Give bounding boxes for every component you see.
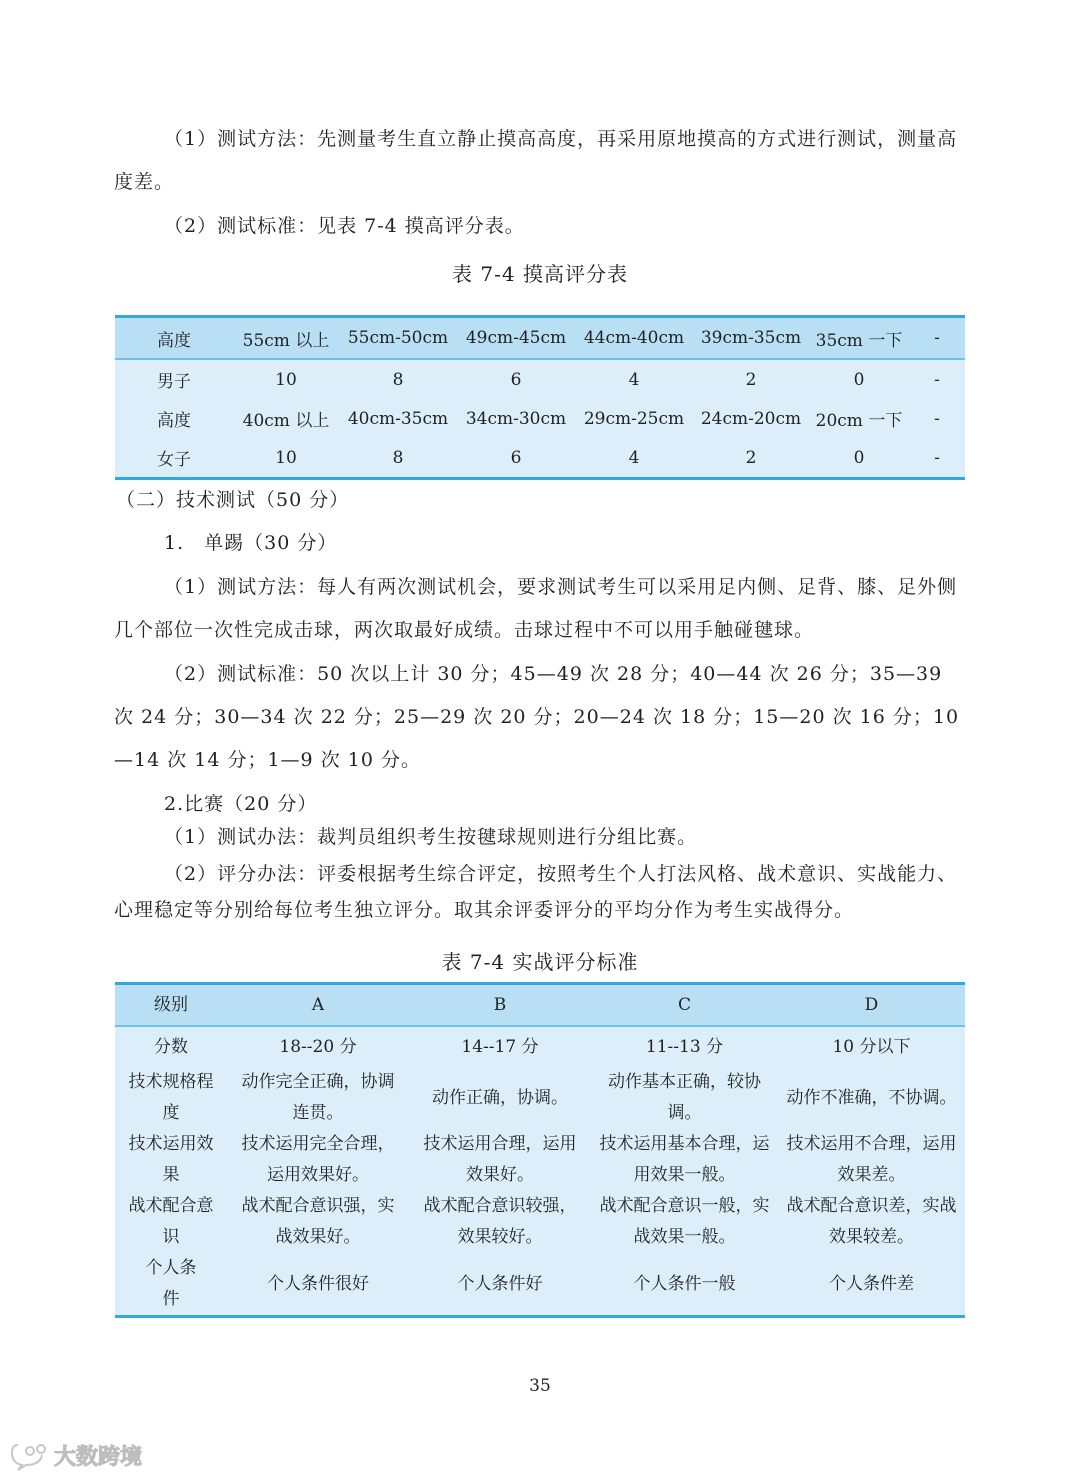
table-cell: 10 xyxy=(275,369,297,390)
table-cell: 个人条件一般 xyxy=(633,1273,736,1294)
paragraph-single-kick-standard: （2）测试标准：50 次以上计 30 分；45—49 次 28 分；40—44 次 26 分；35—39 次 24 分；30—34 次 22 分；25—29 次 20 分；20—24 次 18 分；15—20 次 16 分；10—14 次 14 分；1—9 次 10 分。 xyxy=(114,663,960,771)
table-row xyxy=(115,1191,965,1253)
table-cell: 技术运用效果 xyxy=(128,1134,214,1185)
table-cell: 战术配合意识差，实战效果较差。 xyxy=(786,1196,957,1247)
table-row xyxy=(115,438,965,479)
table-cell: - xyxy=(934,369,940,390)
table-cell: 动作完全正确，协调连贯。 xyxy=(241,1072,395,1123)
paragraph-test-method: （1）测试方法：先测量考生直立静止摸高高度，再采用原地摸高的方式进行测试，测量高度差。 xyxy=(114,128,958,193)
table-header-cell: C xyxy=(591,984,778,1027)
watermark-logo-icon xyxy=(10,1441,50,1471)
table-cell: 0 xyxy=(853,447,865,468)
table-cell: - xyxy=(909,317,965,360)
table-row xyxy=(115,1067,965,1129)
table-cell: 8 xyxy=(392,447,404,468)
table-header-cell: A xyxy=(227,984,409,1027)
table-cell: 40cm-35cm xyxy=(347,408,449,429)
watermark-text: 大数跨境 xyxy=(54,1445,143,1470)
table-header-cell: 级别 xyxy=(115,984,227,1027)
table-cell: 8 xyxy=(392,369,404,390)
table-cell: 动作不准确，不协调。 xyxy=(786,1087,957,1108)
item-heading-single-kick: 1. 单踢（30 分） xyxy=(164,532,338,554)
table-row xyxy=(115,1253,965,1317)
table-cell: 动作基本正确，较协调。 xyxy=(608,1072,761,1123)
table-cell: 24cm-20cm xyxy=(700,408,802,429)
table-cell: 动作正确，协调。 xyxy=(432,1087,568,1108)
table-cell: 10 分以下 xyxy=(832,1036,911,1057)
table-cell: - xyxy=(934,408,940,429)
table-cell: 39cm-35cm xyxy=(693,317,809,360)
table-cell: 49cm-45cm xyxy=(457,317,575,360)
table-cell: 18--20 分 xyxy=(279,1036,357,1057)
table-cell: 10 xyxy=(275,447,297,468)
table-cell: 6 xyxy=(510,369,522,390)
section-heading-technical-test: （二）技术测试（50 分） xyxy=(116,489,350,511)
table-cell: 6 xyxy=(510,447,522,468)
table-cell: 技术运用不合理，运用效果差。 xyxy=(786,1134,957,1185)
match-score-table xyxy=(115,982,965,1318)
table-cell: 高度 xyxy=(115,317,233,360)
table-header-cell: D xyxy=(778,984,965,1027)
page-number: 35 xyxy=(529,1376,551,1396)
table-cell: 2 xyxy=(745,447,757,468)
table-cell: 55cm 以上 xyxy=(233,317,339,360)
table-cell: 技术运用基本合理，运用效果一般。 xyxy=(599,1134,770,1185)
table2-caption: 表 7-4 实战评分标准 xyxy=(441,950,639,974)
table-cell: 4 xyxy=(628,369,640,390)
table-cell: 个人条件好 xyxy=(457,1273,543,1294)
table-row xyxy=(115,1129,965,1191)
paragraph-test-standard: （2）测试标准：见表 7-4 摸高评分表。 xyxy=(164,215,525,237)
table-cell: 20cm 一下 xyxy=(815,411,903,431)
table-cell: 2 xyxy=(745,369,757,390)
paragraph-match-method: （1）测试办法：裁判员组织考生按毽球规则进行分组比赛。 xyxy=(164,826,698,848)
table-cell: 4 xyxy=(628,447,640,468)
table-cell: 14--17 分 xyxy=(461,1036,539,1057)
table-header-cell: B xyxy=(409,984,591,1027)
table-cell: 11--13 分 xyxy=(645,1036,724,1057)
table-cell: - xyxy=(934,447,940,468)
table-cell: 技术规格程度 xyxy=(128,1072,214,1123)
table-cell: 个人条件 xyxy=(145,1258,197,1309)
table-cell: 女子 xyxy=(157,450,191,470)
table-cell: 35cm 一下 xyxy=(809,317,909,360)
table-cell: 44cm-40cm xyxy=(575,317,693,360)
watermark xyxy=(10,1440,142,1471)
table-cell: 0 xyxy=(853,369,865,390)
table-header-row xyxy=(115,984,965,1027)
paragraph-scoring-method: （2）评分办法：评委根据考生综合评定，按照考生个人打法风格、战术意识、实战能力、心理稳定等分别给每位考生独立评分。取其余评委评分的平均分作为考生实战得分。 xyxy=(114,863,958,921)
table-cell: 个人条件差 xyxy=(829,1273,914,1294)
table-cell: 34cm-30cm xyxy=(465,408,567,429)
table-row xyxy=(115,359,965,399)
table-cell: 个人条件很好 xyxy=(267,1273,369,1294)
item-heading-match: 2.比赛（20 分） xyxy=(164,793,318,815)
table-cell: 40cm 以上 xyxy=(242,411,330,431)
jump-score-table xyxy=(115,315,965,480)
paragraph-single-kick-method: （1）测试方法：每人有两次测试机会，要求测试考生可以采用足内侧、足背、膝、足外侧几个部位一次性完成击球，两次取最好成绩。击球过程中不可以用手触碰毽球。 xyxy=(114,576,958,641)
table-cell: 男子 xyxy=(157,372,191,392)
table-cell: 高度 xyxy=(157,411,191,431)
table-cell: 战术配合意识一般，实战效果一般。 xyxy=(599,1196,770,1247)
table-row xyxy=(115,317,965,360)
table-row xyxy=(115,399,965,438)
table-cell: 29cm-25cm xyxy=(583,408,685,429)
table-cell: 技术运用完全合理，运用效果好。 xyxy=(241,1134,395,1185)
table-cell: 55cm-50cm xyxy=(339,317,457,360)
table-cell: 战术配合意识较强，效果较好。 xyxy=(423,1196,577,1247)
table-cell: 战术配合意识强，实战效果好。 xyxy=(241,1196,395,1247)
table-row xyxy=(115,1026,965,1067)
table-cell: 分数 xyxy=(154,1036,188,1057)
table1-caption: 表 7-4 摸高评分表 xyxy=(452,262,628,286)
table-cell: 战术配合意识 xyxy=(128,1196,214,1247)
table-cell: 技术运用合理，运用效果好。 xyxy=(423,1134,577,1185)
